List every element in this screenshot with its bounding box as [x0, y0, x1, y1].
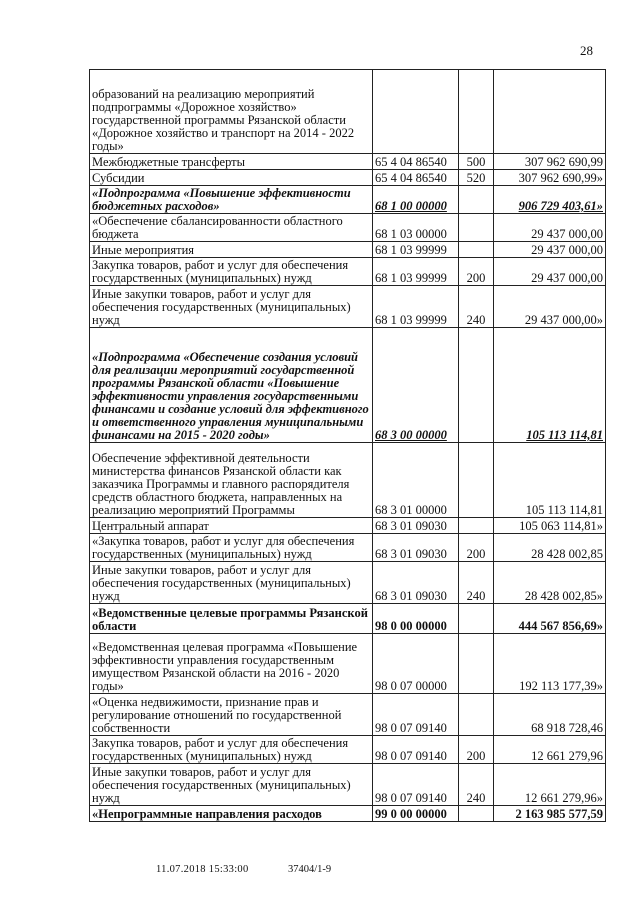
- row-code: 68 3 01 09030: [373, 562, 459, 604]
- row-name: «Подпрограмма «Повышение эффективности бюджетных расходов»: [90, 186, 373, 214]
- table-row: [90, 443, 606, 518]
- row-type: 200: [459, 736, 494, 764]
- row-name: Иные мероприятия: [90, 242, 373, 258]
- row-name: «Ведомственная целевая программа «Повышение эффективности управления государственным имуществом Рязанской области на 2016 - 2020 годы»: [90, 634, 373, 694]
- row-name: «Ведомственные целевые программы Рязанской области: [90, 604, 373, 634]
- row-type: 240: [459, 764, 494, 806]
- row-code: 99 0 00 00000: [373, 806, 459, 822]
- table-row: [90, 242, 606, 258]
- table-row: [90, 694, 606, 736]
- row-code: 68 3 00 00000: [373, 328, 459, 443]
- row-code: 98 0 07 00000: [373, 634, 459, 694]
- row-code: 68 3 01 09030: [373, 518, 459, 534]
- table-row: [90, 736, 606, 764]
- row-type: [459, 443, 494, 518]
- table-row: [90, 286, 606, 328]
- table-row: [90, 70, 606, 154]
- row-type: 240: [459, 286, 494, 328]
- row-type: [459, 604, 494, 634]
- row-code: 68 3 01 09030: [373, 534, 459, 562]
- row-code: 65 4 04 86540: [373, 170, 459, 186]
- table-row: [90, 764, 606, 806]
- row-code: 98 0 07 09140: [373, 694, 459, 736]
- table-row: [90, 534, 606, 562]
- row-code: 65 4 04 86540: [373, 154, 459, 170]
- row-name: Межбюджетные трансферты: [90, 154, 373, 170]
- row-name: Иные закупки товаров, работ и услуг для обеспечения государственных (муниципальных) нужд: [90, 764, 373, 806]
- row-amount: 105 113 114,81: [494, 443, 606, 518]
- row-type: [459, 214, 494, 242]
- row-type: [459, 242, 494, 258]
- row-type: [459, 518, 494, 534]
- row-amount: 12 661 279,96»: [494, 764, 606, 806]
- row-type: 500: [459, 154, 494, 170]
- row-amount: 29 437 000,00: [494, 242, 606, 258]
- row-name: Субсидии: [90, 170, 373, 186]
- row-code: 68 1 03 99999: [373, 286, 459, 328]
- row-type: [459, 70, 494, 154]
- row-code: 68 1 03 99999: [373, 242, 459, 258]
- row-type: 200: [459, 258, 494, 286]
- table-row: [90, 634, 606, 694]
- budget-table: [89, 69, 606, 822]
- row-amount: 29 437 000,00»: [494, 286, 606, 328]
- row-type: 520: [459, 170, 494, 186]
- table-row: [90, 154, 606, 170]
- row-code: 68 3 01 00000: [373, 443, 459, 518]
- table-row: [90, 214, 606, 242]
- row-name: «Оценка недвижимости, признание прав и регулирование отношений по государственной собственности: [90, 694, 373, 736]
- row-type: [459, 634, 494, 694]
- footer-doc-id: 37404/1-9: [288, 864, 332, 875]
- row-name: Иные закупки товаров, работ и услуг для обеспечения государственных (муниципальных) нужд: [90, 286, 373, 328]
- row-code: 98 0 07 09140: [373, 736, 459, 764]
- row-type: 240: [459, 562, 494, 604]
- table-row: [90, 604, 606, 634]
- footer-datetime: 11.07.2018 15:33:00: [156, 864, 249, 875]
- row-amount: 105 063 114,81»: [494, 518, 606, 534]
- row-code: 98 0 00 00000: [373, 604, 459, 634]
- row-type: 200: [459, 534, 494, 562]
- table-row: [90, 258, 606, 286]
- row-amount: 28 428 002,85»: [494, 562, 606, 604]
- row-type: [459, 186, 494, 214]
- row-name: Закупка товаров, работ и услуг для обеспечения государственных (муниципальных) нужд: [90, 258, 373, 286]
- row-code: [373, 70, 459, 154]
- row-type: [459, 328, 494, 443]
- table-row: [90, 328, 606, 443]
- row-name: «Закупка товаров, работ и услуг для обеспечения государственных (муниципальных) нужд: [90, 534, 373, 562]
- row-type: [459, 694, 494, 736]
- row-name: Закупка товаров, работ и услуг для обеспечения государственных (муниципальных) нужд: [90, 736, 373, 764]
- table-row: [90, 518, 606, 534]
- row-amount: 307 962 690,99»: [494, 170, 606, 186]
- page-number: 28: [580, 43, 593, 58]
- row-name: «Обеспечение сбалансированности областного бюджета: [90, 214, 373, 242]
- row-amount: 906 729 403,61»: [494, 186, 606, 214]
- table-row: [90, 562, 606, 604]
- row-type: [459, 806, 494, 822]
- row-amount: 192 113 177,39»: [494, 634, 606, 694]
- row-name: «Подпрограмма «Обеспечение создания условий для реализации мероприятий государственной программы Рязанской области «Повышение эффективности управления государственными финансами и создание условий для эффективного и ответственного управления муниципальными финансами на 2015 - 2020 годы»: [90, 328, 373, 443]
- row-name: «Непрограммные направления расходов: [90, 806, 373, 822]
- row-amount: 12 661 279,96: [494, 736, 606, 764]
- row-amount: 105 113 114,81: [494, 328, 606, 443]
- row-amount: 68 918 728,46: [494, 694, 606, 736]
- row-amount: 307 962 690,99: [494, 154, 606, 170]
- row-amount: 28 428 002,85: [494, 534, 606, 562]
- row-name: Обеспечение эффективной деятельности министерства финансов Рязанской области как заказчика Программы и главного распорядителя средств областного бюджета, направленных на реализацию мероприятий Программы: [90, 443, 373, 518]
- row-amount: 29 437 000,00: [494, 214, 606, 242]
- row-code: 68 1 00 00000: [373, 186, 459, 214]
- row-code: 98 0 07 09140: [373, 764, 459, 806]
- table-row: [90, 806, 606, 822]
- row-code: 68 1 03 99999: [373, 258, 459, 286]
- row-code: 68 1 03 00000: [373, 214, 459, 242]
- row-amount: 29 437 000,00: [494, 258, 606, 286]
- row-amount: [494, 70, 606, 154]
- table-row: [90, 186, 606, 214]
- row-name: образований на реализацию мероприятий подпрограммы «Дорожное хозяйство» государственной программы Рязанской области «Дорожное хозяйство и транспорт на 2014 - 2022 годы»: [90, 70, 373, 154]
- row-name: Центральный аппарат: [90, 518, 373, 534]
- row-name: Иные закупки товаров, работ и услуг для обеспечения государственных (муниципальных) нужд: [90, 562, 373, 604]
- table-row: [90, 170, 606, 186]
- row-amount: 2 163 985 577,59: [494, 806, 606, 822]
- row-amount: 444 567 856,69»: [494, 604, 606, 634]
